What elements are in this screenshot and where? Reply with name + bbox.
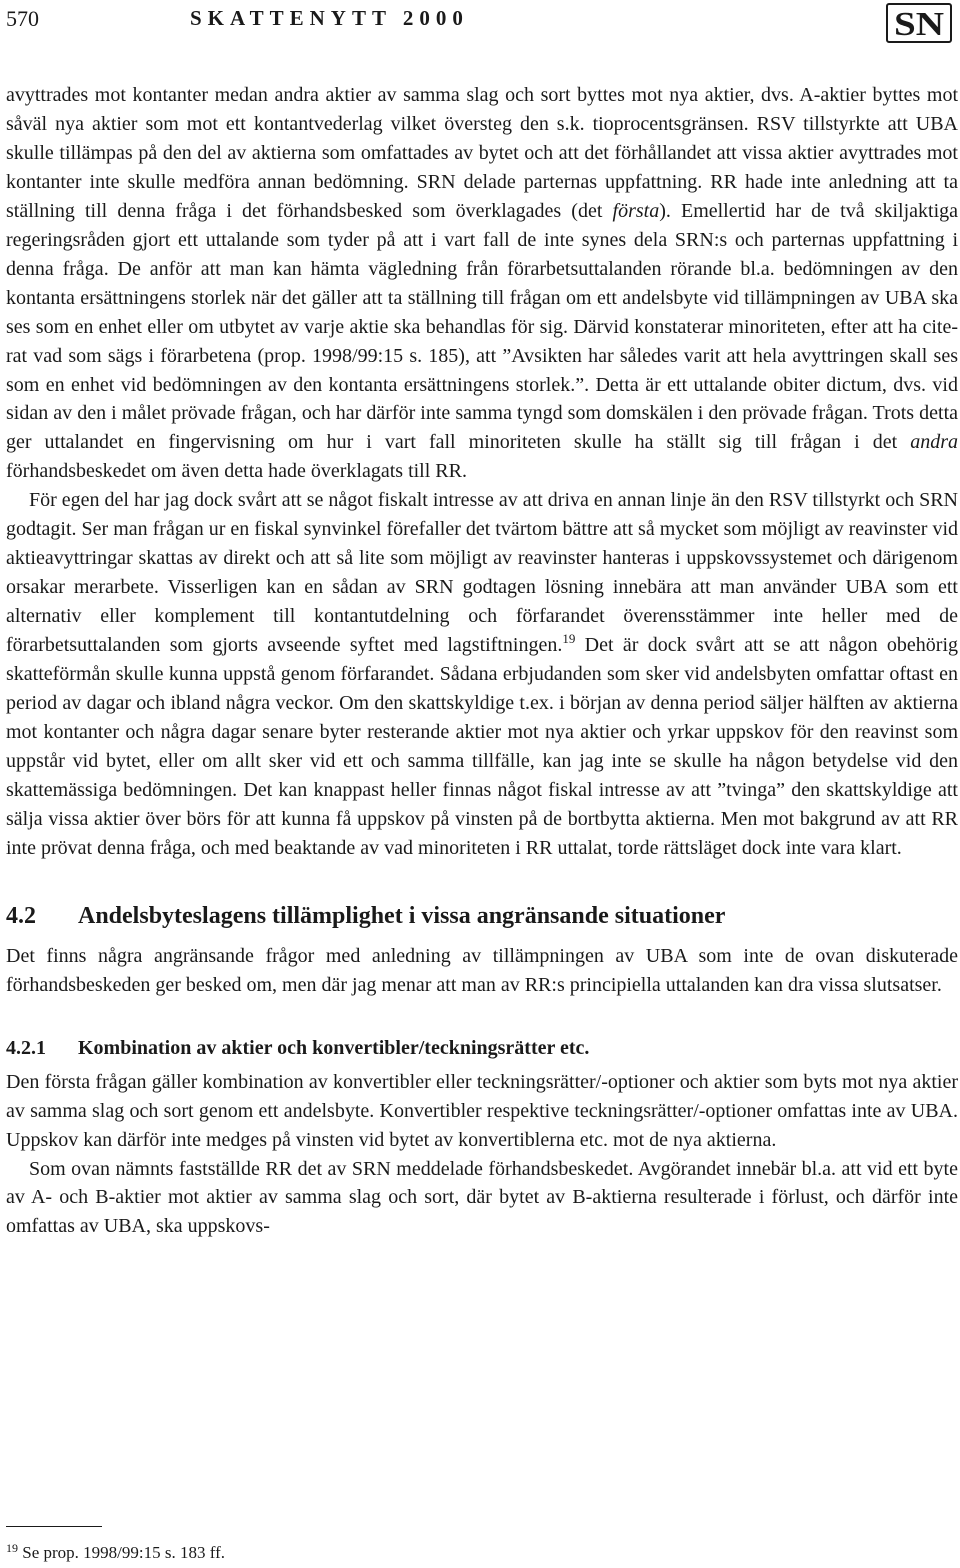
paragraph-5: Som ovan nämnts fastställde RR det av SRN meddelade förhandsbeskedet. Avgörandet innebär bl.a. att vid ett byte av A- och B-aktier mot aktier av samma slag och sort, där bytet av B-aktierna resulterade i förlust, och därför inte omfattas av UBA, ska uppskovs- [6,1157,958,1238]
page-header [6,0,958,58]
footnote-ref-19[interactable]: 19 [562,631,576,647]
emphasis-andra: andra [910,431,958,454]
paragraph-2-text-b: Det är dock svårt att se att någon obehörig skatteförmån skulle kunna uppstå genom förfarandet. Sådana erbjudanden som sker vid andelsbyten omfattar oftast en period av dagar och ibland några veckor. Om den skattskyldige t.ex. i början av denna period säljer hälften av aktierna mot kontanter och några dagar senare byter resterande aktier mot nya aktier och yrkar uppskov för den reavinst som uppstår vid bytet, eller om allt sker vid ett och samma tillfälle, kan jag inte se skulle ha någon betydelse vid den skattemässiga bedömningen. Det kan knappast heller finnas något fiskal intresse av att ”tvinga” den skattskyldige att sälja vissa aktier över börs för att kunna få uppskov på vinsten på de bortbytta aktierna. Men mot bakgrund av att RR inte prövat denna fråga, och med beaktande av vad minoriteten i RR uttalat, torde rättsläget dock inte vara klart. [6,634,959,859]
footnote-divider [6,1526,102,1527]
paragraph-1-text-b: ). Emellertid har de två skiljaktiga regeringsråden gjort ett uttalande som tyder på att i vart fall de inte synes dela SRN:s och parternas uppfattning i denna fråga. De anför att man kan hämta vägledning från förarbetsuttalanden rörande bl.a. bedömningen av den kontanta ersättningens storlek när det gäller att ta ställning till frågan om ett andelsbyte vid tillämpningen av UBA ska ses som en enhet eller om utbytet av varje aktie ska behandlas för sig. Därvid konstaterar minoriteten, efter att ha citerat vad som sägs i förarbetena (prop. 1998/99:15 s. 185), att ”Avsikten har således varit att hela avyttringen skall ses som en enhet vid bedömningen av den kontanta ersättningens storlek.”. Detta är ett uttalande obiter dictum, dvs. vid sidan av den i målet prövade frågan, och har därför inte samma tyngd som domskälen i den prövade frågan. Trots detta ger uttalandet en fingervisning om hur i vart fall minoriteten skulle ha ställt sig till frågan i det [6,199,959,454]
journal-title: SKATTENYTT 2000 [190,6,469,30]
paragraph-2-text-a: För egen del har jag dock svårt att se något fiskalt intresse av att driva en annan linje än den RSV tillstyrkt och SRN godtagit. Ser man frågan ur en fiskal synvinkel förefaller det tvärtom bättre att så mycket som möjligt av reavinster vid aktieavyttringar skattas av direkt och att så lite som möjligt av reavinster hanteras i uppskovssystemet och därigenom orsakar merarbete. Visserligen kan en sådan av SRN godtagen lösning innebära att man använder UBA som ett alternativ eller komplement till kontantutdelning och förfarandet överensstämmer inte heller med de förarbetsuttalanden som gjorts avseende syftet med lagstiftningen. [6,489,958,657]
paragraph-1-text-c: förhandsbeskedet om även detta hade överklagats till RR. [6,460,467,483]
paragraph-2 [6,486,958,862]
footnote-19 [6,1542,225,1564]
section-title: Andelsbyteslagens tillämplighet i vissa angränsande situationer [78,902,726,929]
paragraph-3: Det finns några angränsande frågor med anledning av tillämpningen av UBA som inte de ovan diskuterade förhandsbeskeden ger besked om, men där jag menar att man av RR:s principiella uttalanden kan dra vissa slutsatser. [6,944,958,996]
footnote-text: Se prop. 1998/99:15 s. 183 ff. [18,1543,225,1562]
article-body [6,81,958,1241]
subsection-number: 4.2.1 [6,1036,46,1059]
paragraph-1-text-a: avyttrades mot kontanter medan andra aktier av samma slag och sort byttes mot nya aktier, dvs. A-aktier byttes mot såväl nya aktier som mot ett kontantvederlag vilket översteg den s.k. tioprocentsgränsen. RSV tillstyrkte att UBA skulle tillämpas på den del av aktierna som omfattades av bytet och att det förhållandet att vissa aktier avyttrades mot kontanter inte skulle medföra annan bedömning. SRN delade parternas uppfattning. RR hade inte anledning att ta ställning till denna fråga i det förhandsbesked som överklagades (det [6,84,958,222]
page [6,0,959,1562]
paragraph-1 [6,81,958,486]
subsection-title: Kombination av aktier och konvertibler/teckningsrätter etc. [78,1036,590,1059]
paragraph-4: Den första frågan gäller kombination av konvertibler eller teckningsrätter/-optioner och aktier som byts mot nya aktier av samma slag och sort genom ett andelsbyte. Konvertibler respektive teckningsrätter/-optioner omfattas inte av UBA. Uppskov kan därför inte medges på vinsten vid bytet av konvertiblerna etc. mot de nya aktierna. [6,1070,958,1151]
sn-logo [886,3,952,43]
subsection-heading [6,1034,958,1062]
section-heading [6,900,958,932]
sn-logo-mark [891,6,947,40]
sn-logo-text: SN [894,6,945,40]
page-number: 570 [6,6,39,31]
emphasis-forsta: första [612,199,660,222]
section-number: 4.2 [6,902,36,929]
footnote-number: 19 [6,1541,18,1555]
